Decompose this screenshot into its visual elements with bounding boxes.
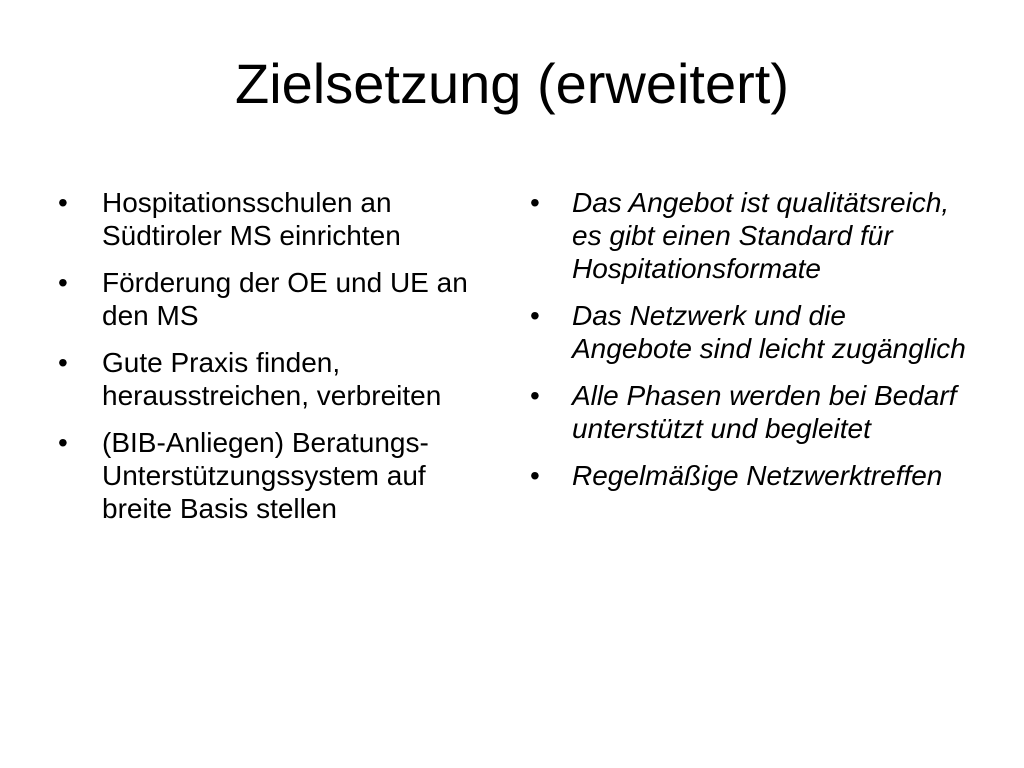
bullet-icon: • xyxy=(58,347,68,378)
bullet-icon: • xyxy=(530,300,540,331)
list-item xyxy=(58,346,478,412)
bullet-icon: • xyxy=(530,380,540,411)
list-item-text: Das Angebot ist qualitätsreich, es gibt einen Standard für Hospitationsformate xyxy=(572,187,950,284)
list-item xyxy=(58,186,478,252)
bullet-icon: • xyxy=(58,267,68,298)
list-item-text: Förderung der OE und UE an den MS xyxy=(102,267,468,331)
list-item xyxy=(528,299,968,365)
list-item-text: Das Netzwerk und die Angebote sind leicht zugänglich xyxy=(572,300,966,364)
slide-title: Zielsetzung (erweitert) xyxy=(235,52,789,115)
bullet-icon: • xyxy=(530,460,540,491)
list-item xyxy=(528,379,968,445)
bullet-icon: • xyxy=(58,187,68,218)
bullet-icon: • xyxy=(530,187,540,218)
list-item xyxy=(58,426,478,525)
list-item-text: Gute Praxis finden, herausstreichen, verbreiten xyxy=(102,347,442,411)
list-item-text: Alle Phasen werden bei Bedarf unterstützt und begleitet xyxy=(572,380,957,444)
bullet-icon: • xyxy=(58,427,68,458)
list-item xyxy=(528,459,968,492)
list-item-text: (BIB-Anliegen) Beratungs- Unterstützungssystem auf breite Basis stellen xyxy=(102,427,429,524)
list-item xyxy=(58,266,478,332)
list-item-text: Regelmäßige Netzwerktreffen xyxy=(572,460,943,491)
right-bullet-list xyxy=(528,186,968,506)
list-item xyxy=(528,186,968,285)
list-item-text: Hospitationsschulen an Südtiroler MS einrichten xyxy=(102,187,401,251)
left-bullet-list xyxy=(58,186,478,539)
